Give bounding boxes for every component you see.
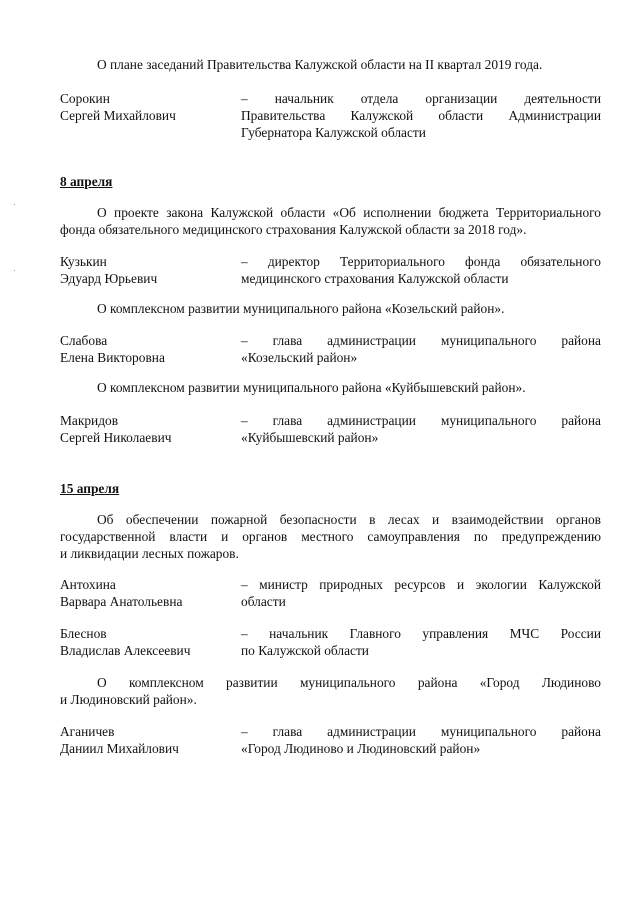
speaker-role-line: – начальник отдела организации деятельности	[241, 91, 601, 106]
agenda-topic: О комплексном развитии муниципального района «Куйбышевский район».	[97, 380, 526, 395]
meeting-date-heading: 15 апреля	[60, 481, 120, 496]
speaker-role-line: по Калужской области	[241, 643, 369, 658]
speaker-role-line: – начальник Главного управления МЧС России	[241, 626, 601, 641]
speaker-role-line: – министр природных ресурсов и экологии Калужской	[241, 577, 601, 592]
speaker-role-line: «Куйбышевский район»	[241, 430, 379, 445]
speaker-surname: Слабова	[60, 333, 108, 348]
meeting-date-heading: 8 апреля	[60, 174, 113, 189]
agenda-topic: фонда обязательного медицинского страхования Калужской области за 2018 год».	[60, 222, 527, 237]
speaker-role-line: «Козельский район»	[241, 350, 358, 365]
speaker-role-line: Губернатора Калужской области	[241, 125, 426, 140]
scan-artifact	[14, 204, 15, 205]
scan-artifact	[14, 270, 15, 271]
speaker-surname: Сорокин	[60, 91, 110, 106]
speaker-role-line: «Город Людиново и Людиновский район»	[241, 741, 481, 756]
speaker-role-line: – директор Территориального фонда обязательного	[241, 254, 601, 269]
speaker-name: Елена Викторовна	[60, 350, 165, 365]
speaker-role-line: Правительства Калужской области Администрации	[241, 108, 601, 123]
agenda-topic: Об обеспечении пожарной безопасности в лесах и взаимодействии органов	[97, 512, 601, 527]
agenda-topic: О проекте закона Калужской области «Об исполнении бюджета Территориального	[97, 205, 601, 220]
speaker-name: Владислав Алексеевич	[60, 643, 191, 658]
speaker-role-line: – глава администрации муниципального района	[241, 724, 601, 739]
agenda-topic: О комплексном развитии муниципального района «Козельский район».	[97, 301, 505, 316]
agenda-topic: и Людиновский район».	[60, 692, 197, 707]
agenda-topic: О плане заседаний Правительства Калужской области на II квартал 2019 года.	[97, 57, 543, 72]
speaker-role-line: – глава администрации муниципального района	[241, 413, 601, 428]
speaker-role-line: медицинского страхования Калужской области	[241, 271, 509, 286]
speaker-name: Сергей Николаевич	[60, 430, 172, 445]
speaker-name: Варвара Анатольевна	[60, 594, 183, 609]
agenda-topic: и ликвидации лесных пожаров.	[60, 546, 239, 561]
speaker-surname: Блеснов	[60, 626, 107, 641]
speaker-surname: Макридов	[60, 413, 119, 428]
speaker-role-line: – глава администрации муниципального района	[241, 333, 601, 348]
speaker-surname: Кузькин	[60, 254, 107, 269]
agenda-topic: государственной власти и органов местного самоуправления по предупреждению	[60, 529, 601, 544]
speaker-name: Эдуард Юрьевич	[60, 271, 158, 286]
speaker-name: Сергей Михайлович	[60, 108, 176, 123]
speaker-role-line: области	[241, 594, 286, 609]
speaker-name: Даниил Михайлович	[60, 741, 179, 756]
agenda-topic: О комплексном развитии муниципального района «Город Людиново	[97, 675, 601, 690]
speaker-surname: Аганичев	[60, 724, 115, 739]
speaker-surname: Антохина	[60, 577, 116, 592]
